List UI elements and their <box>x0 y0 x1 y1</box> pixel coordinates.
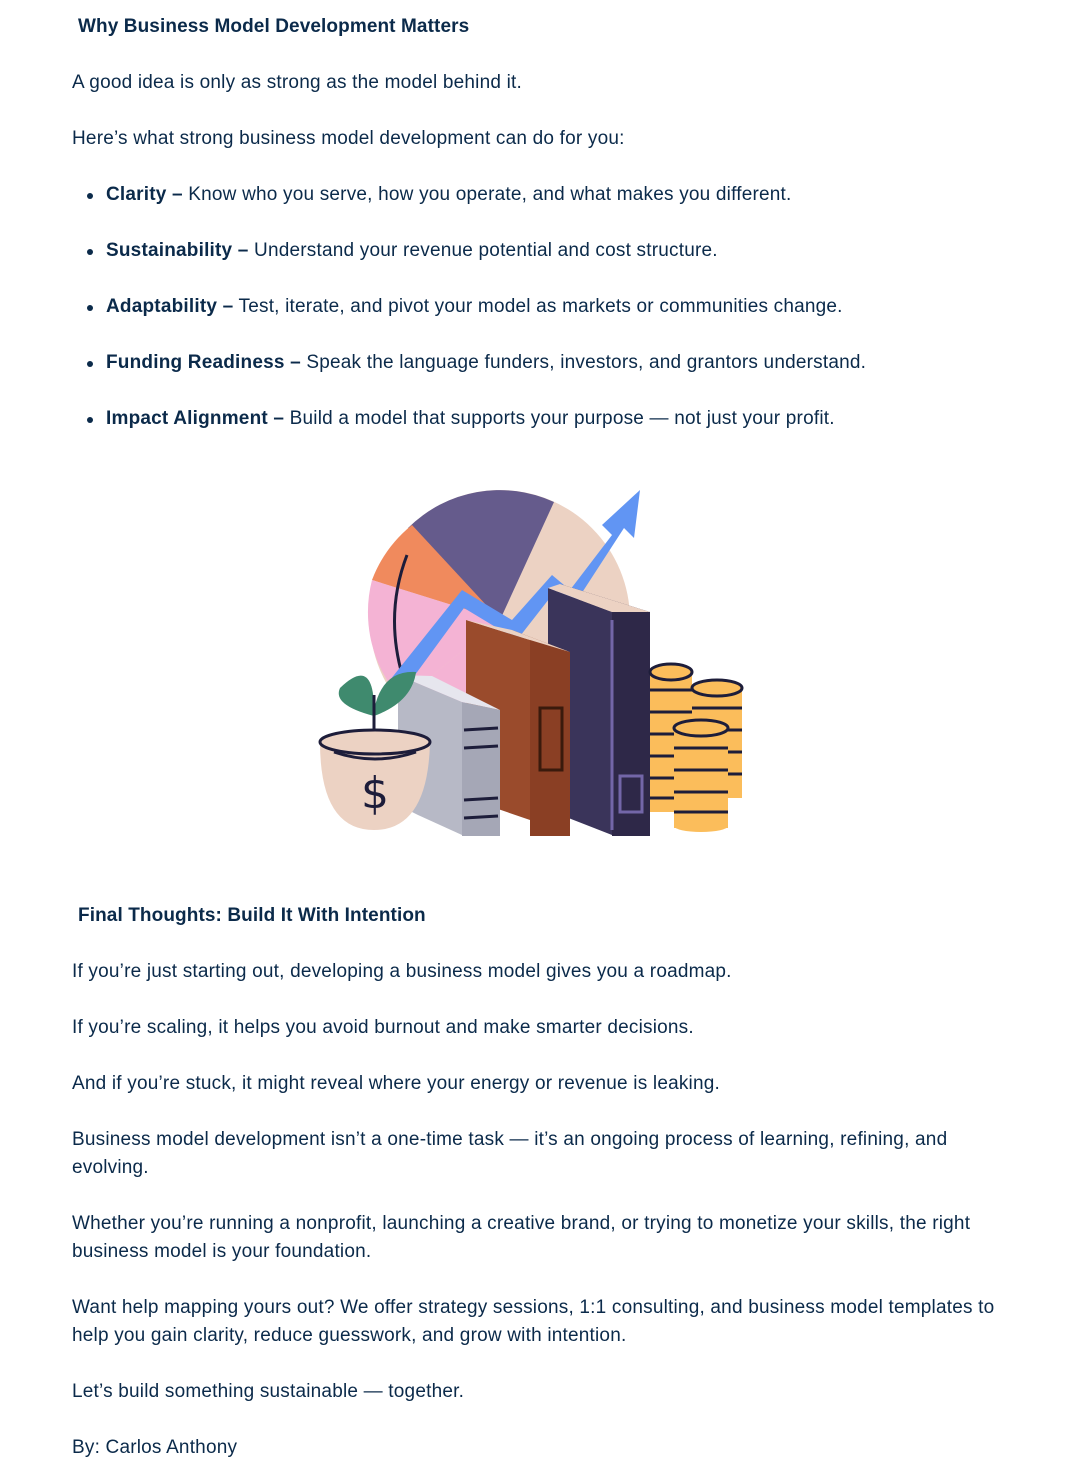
benefit-item-sustainability <box>106 237 1006 265</box>
paragraph: Want help mapping yours out? We offer strategy sessions, 1:1 consulting, and business model templates to help you gain clarity, reduce guesswork, and grow with intention. <box>72 1297 995 1346</box>
paragraph: Whether you’re running a nonprofit, launching a creative brand, or trying to monetize your skills, the right business model is your foundation. <box>72 1213 971 1262</box>
benefit-term: Adaptability – <box>106 296 234 317</box>
benefit-term: Impact Alignment – <box>106 408 285 429</box>
benefit-item-impact-alignment <box>106 405 1006 433</box>
author-byline: By: Carlos Anthony <box>72 1437 238 1458</box>
benefit-term: Sustainability – <box>106 240 249 261</box>
benefit-text: Know who you serve, how you operate, and what makes you different. <box>182 184 792 205</box>
benefit-text: Understand your revenue potential and cost structure. <box>248 240 718 261</box>
intro-paragraph: A good idea is only as strong as the model behind it. <box>72 72 522 93</box>
benefits-list <box>72 181 1006 461</box>
lead-paragraph: Here’s what strong business model development can do for you: <box>72 128 625 149</box>
paragraph: If you’re scaling, it helps you avoid burnout and make smarter decisions. <box>72 1017 694 1038</box>
section-heading-why: Why Business Model Development Matters <box>78 16 470 37</box>
benefit-item-clarity <box>106 181 1006 209</box>
benefit-text: Speak the language funders, investors, and grantors understand. <box>300 352 867 373</box>
coin-stacks <box>650 664 742 832</box>
section-heading-final-thoughts: Final Thoughts: Build It With Intention <box>78 905 426 926</box>
paragraph: Business model development isn’t a one-time task — it’s an ongoing process of learning, refining, and evolving. <box>72 1129 948 1178</box>
final-thoughts-paragraphs <box>72 958 1002 1462</box>
business-growth-illustration <box>312 480 752 850</box>
benefit-item-funding-readiness <box>106 349 1006 377</box>
paragraph: If you’re just starting out, developing a business model gives you a roadmap. <box>72 961 732 982</box>
benefit-item-adaptability <box>106 293 1006 321</box>
paragraph: And if you’re stuck, it might reveal where your energy or revenue is leaking. <box>72 1073 720 1094</box>
benefit-text: Test, iterate, and pivot your model as markets or communities change. <box>233 296 843 317</box>
benefit-text: Build a model that supports your purpose — not just your profit. <box>284 408 835 429</box>
benefit-term: Funding Readiness – <box>106 352 301 373</box>
benefit-term: Clarity – <box>106 184 183 205</box>
dollar-sign: $ <box>361 768 389 819</box>
paragraph: Let’s build something sustainable — together. <box>72 1381 465 1402</box>
